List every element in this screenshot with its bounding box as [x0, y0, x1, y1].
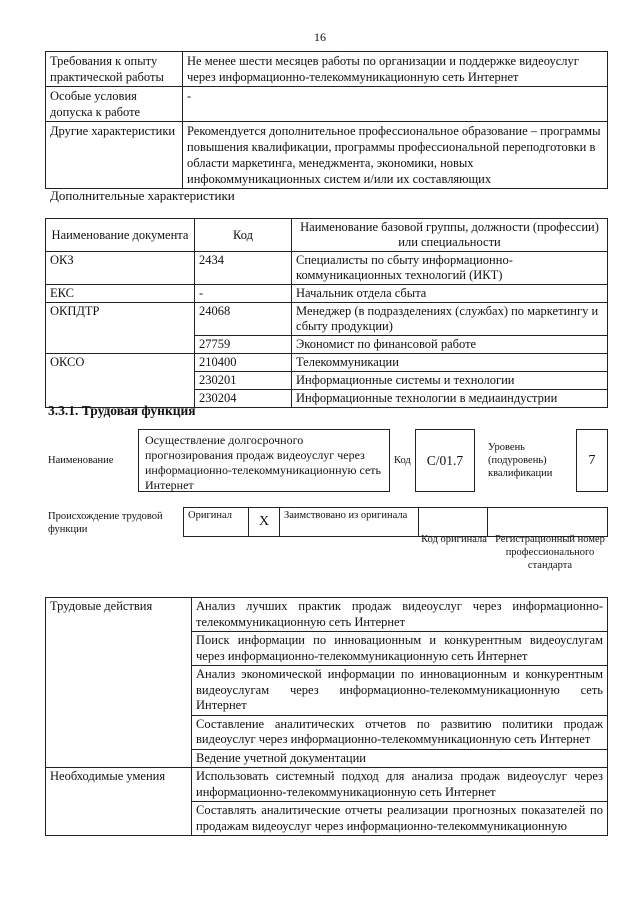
cell-name: Начальник отдела сбыта	[292, 285, 608, 303]
table-row	[46, 598, 608, 632]
skill-item: Использовать системный подход для анализа продаж видеоуслуг через информационно-телекоммуникационную сеть Интернет	[192, 768, 608, 802]
cell-code: 27759	[195, 336, 292, 354]
column-header-group-name: Наименование базовой группы, должности (профессии) или специальности	[292, 219, 608, 252]
origin-label: Происхождение трудовой функции	[48, 511, 163, 535]
row-label: Другие характеристики	[46, 122, 183, 189]
function-code-value: С/01.7	[415, 429, 475, 492]
column-header-document: Наименование документа	[46, 219, 195, 252]
classification-table	[45, 218, 608, 408]
actions-label: Трудовые действия	[46, 598, 192, 768]
table-header-row	[46, 219, 608, 252]
qualification-level-value: 7	[576, 429, 608, 492]
table-row	[46, 768, 608, 802]
table-row	[46, 303, 608, 336]
code-original-label: Код оригинала	[421, 534, 487, 545]
cell-code: 2434	[195, 252, 292, 285]
original-label: Оригинал	[184, 508, 249, 537]
experience-requirements-table	[45, 51, 608, 189]
action-item: Анализ экономической информации по инновационным и конкурентным видеоуслугам через информационно-телекоммуникационную сеть Интернет	[192, 666, 608, 716]
section-title: 3.3.1. Трудовая функция	[48, 403, 196, 418]
cell-code: 230201	[195, 372, 292, 390]
table-row	[46, 52, 608, 87]
row-label: Особые условия допуска к работе	[46, 87, 183, 122]
reg-number-label: Регистрационный номер профессионального стандарта	[495, 534, 605, 571]
action-item: Анализ лучших практик продаж видеоуслуг через информационно-телекоммуникационную сеть Интернет	[192, 598, 608, 632]
cell-code: -	[195, 285, 292, 303]
additional-characteristics-title: Дополнительные характеристики	[50, 188, 235, 203]
table-row	[46, 122, 608, 189]
cell-code: 24068	[195, 303, 292, 336]
page-number: 16	[314, 30, 326, 44]
cell-name: Экономист по финансовой работе	[292, 336, 608, 354]
function-code-label: Код	[394, 455, 411, 466]
original-mark: X	[249, 508, 280, 537]
borrowed-label: Заимствовано из оригинала	[280, 508, 419, 537]
cell-document: ОКСО	[46, 354, 195, 408]
function-name-label: Наименование	[48, 455, 114, 466]
cell-code: 230204	[195, 390, 292, 408]
cell-name: Специалисты по сбыту информационно-коммуникационных технологий (ИКТ)	[292, 252, 608, 285]
labor-actions-table	[45, 597, 608, 836]
cell-document: ОКЗ	[46, 252, 195, 285]
column-header-code: Код	[195, 219, 292, 252]
cell-name: Менеджер (в подразделениях (службах) по маркетингу и сбыту продукции)	[292, 303, 608, 336]
qualification-level-label: Уровень (подуровень) квалификации	[488, 442, 553, 479]
action-item: Составление аналитических отчетов по развитию политики продаж видеоуслуг через информационно-телекоммуникационную сеть Интернет	[192, 715, 608, 749]
table-row	[46, 87, 608, 122]
skill-item: Составлять аналитические отчеты реализации прогнозных показателей по продажам видеоуслуг через информационно-телекоммуникационную	[192, 802, 608, 836]
table-row	[46, 285, 608, 303]
cell-name: Информационные технологии в медиаиндустрии	[292, 390, 608, 408]
cell-name: Информационные системы и технологии	[292, 372, 608, 390]
row-value: -	[183, 87, 608, 122]
action-item: Ведение учетной документации	[192, 749, 608, 768]
cell-document: ОКПДТР	[46, 303, 195, 354]
row-label: Требования к опыту практической работы	[46, 52, 183, 87]
row-value: Не менее шести месяцев работы по организации и поддержке видеоуслуг через информационно-телекоммуникационную сеть Интернет	[183, 52, 608, 87]
skills-label: Необходимые умения	[46, 768, 192, 836]
table-row	[46, 354, 608, 372]
table-row	[46, 252, 608, 285]
row-value: Рекомендуется дополнительное профессиональное образование – программы повышения квалификации, программы профессиональной переподготовки в области маркетинга, менеджмента, экономики, новых инфокоммуникационных систем и/или их составляющих	[183, 122, 608, 189]
cell-code: 210400	[195, 354, 292, 372]
function-name-value: Осуществление долгосрочного прогнозирования продаж видеоуслуг через информационно-телекоммуникационную сеть Интернет	[138, 429, 390, 492]
cell-name: Телекоммуникации	[292, 354, 608, 372]
cell-document: ЕКС	[46, 285, 195, 303]
action-item: Поиск информации по инновационным и конкурентным видеоуслугам через информационно-телекоммуникационную сеть Интернет	[192, 632, 608, 666]
